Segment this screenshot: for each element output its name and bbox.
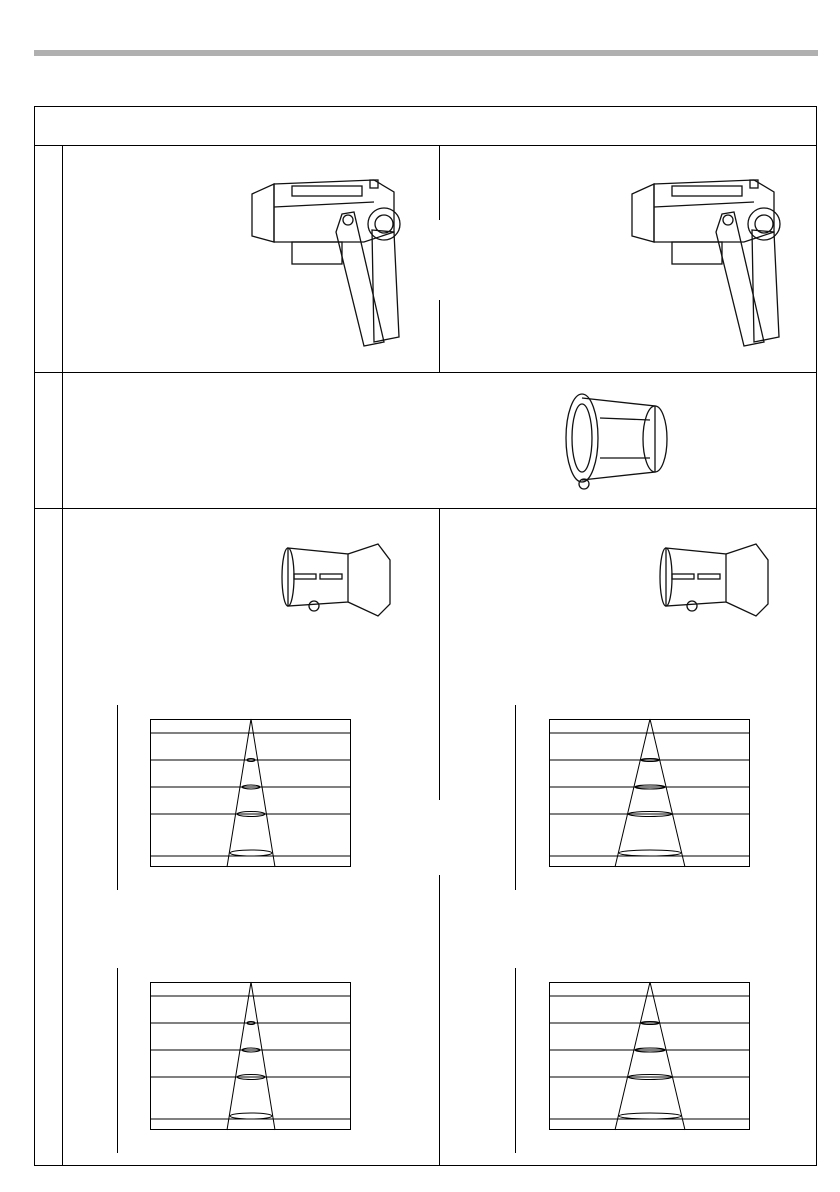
column-divider — [439, 875, 440, 1166]
spotlight-fixture-icon — [244, 172, 414, 350]
column-divider — [439, 145, 440, 220]
scale-line — [515, 968, 516, 1153]
beam-angle-diagram — [549, 982, 750, 1130]
scale-line — [117, 968, 118, 1153]
column-divider — [439, 300, 440, 372]
lens-tube-icon — [656, 540, 788, 620]
beam-angle-diagram — [549, 719, 750, 867]
index-column-divider — [62, 145, 63, 1166]
beam-angle-diagram — [150, 982, 351, 1130]
lens-tube-icon — [278, 540, 410, 620]
column-divider — [439, 508, 440, 800]
header-rule — [34, 50, 818, 56]
row-divider — [34, 508, 817, 509]
beam-angle-diagram — [150, 719, 351, 867]
spotlight-fixture-icon — [624, 172, 794, 350]
row-divider — [34, 372, 817, 373]
scale-line — [117, 705, 118, 890]
lens-tube-icon — [560, 388, 676, 492]
scale-line — [515, 705, 516, 890]
row-divider — [34, 145, 817, 146]
